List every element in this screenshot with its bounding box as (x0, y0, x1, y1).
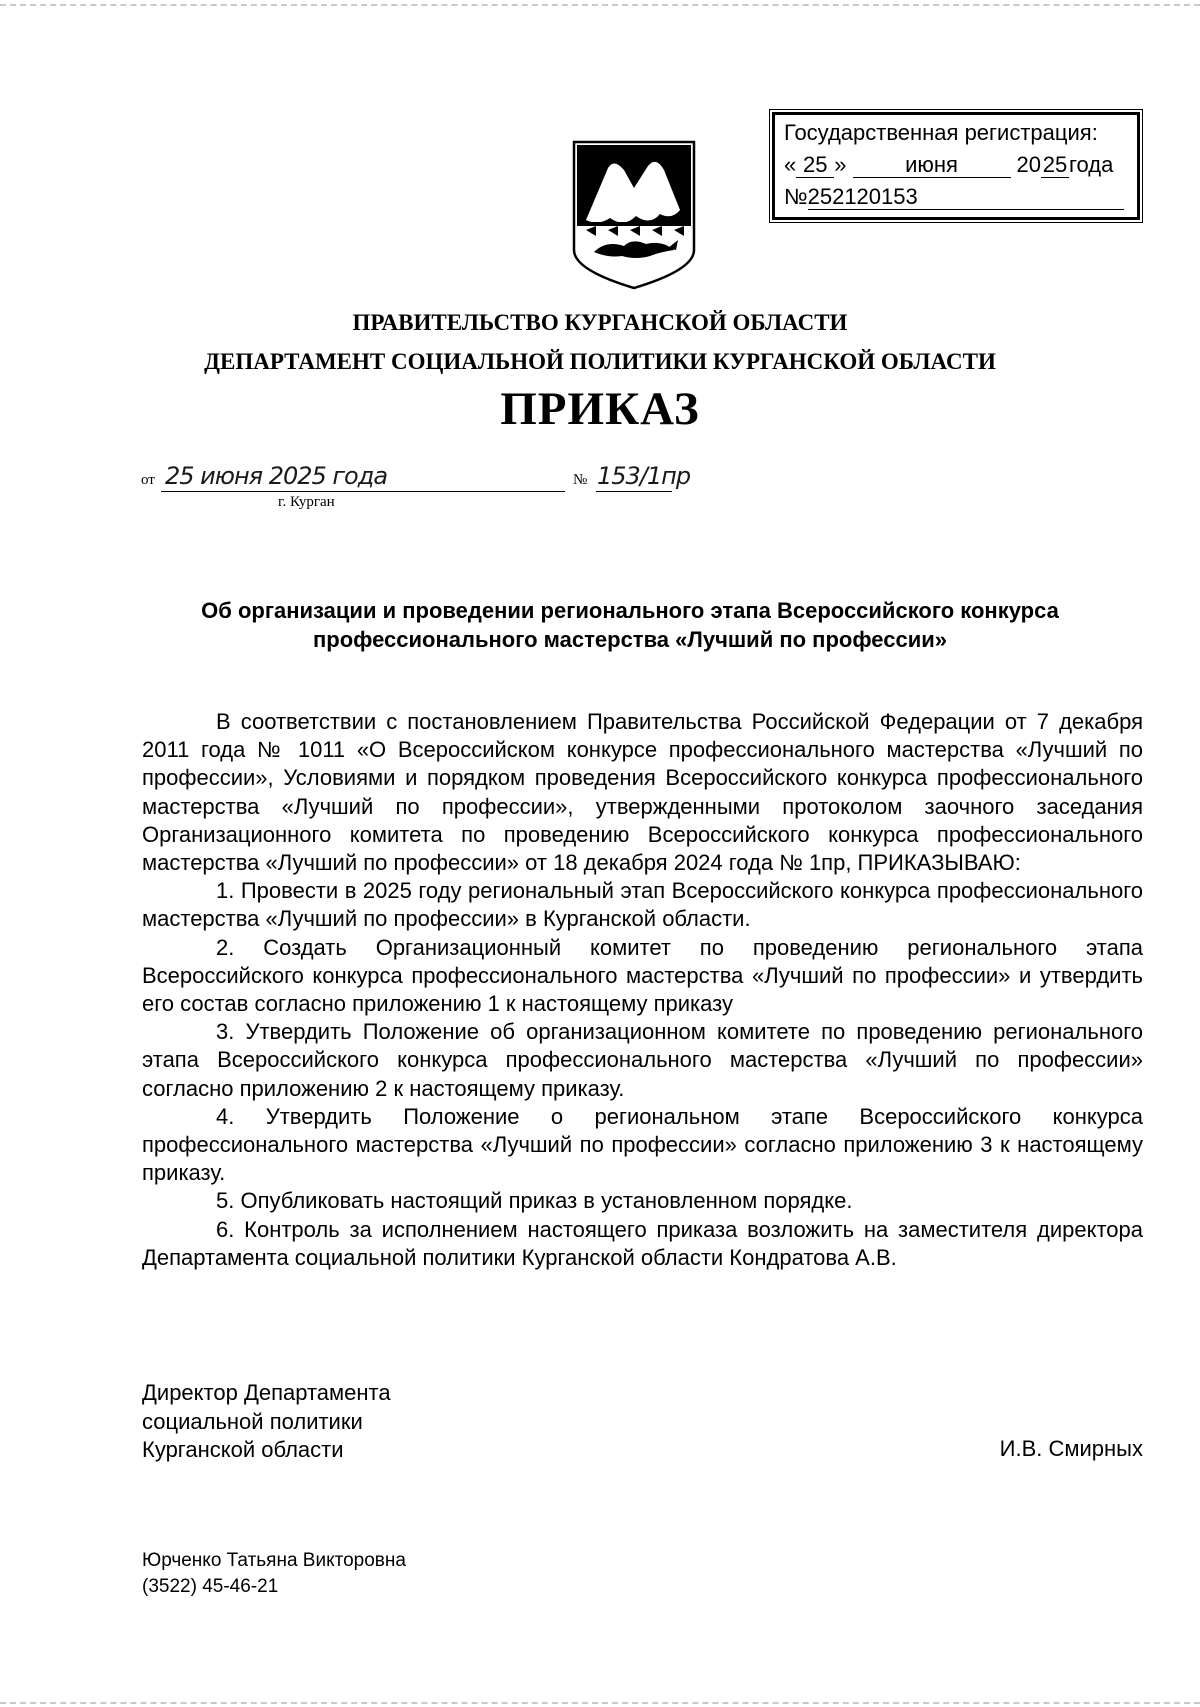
body-item-5: 5. Опубликовать настоящий приказ в установленном порядке. (216, 1188, 853, 1214)
order-date-underline (161, 491, 565, 492)
order-date-handwritten: 25 июня 2025 года (165, 462, 388, 490)
document-subject (150, 596, 1110, 654)
document-body (142, 708, 1143, 1272)
department-name: ДЕПАРТАМЕНТ СОЦИАЛЬНОЙ ПОЛИТИКИ КУРГАНСКОЙ ОБЛАСТИ (204, 349, 996, 374)
position-line-2: социальной политики (142, 1408, 363, 1434)
order-line (141, 462, 691, 510)
registration-year-suffix: 25 (1042, 152, 1068, 177)
registration-year-prefix: 20 (1016, 152, 1041, 177)
executor-phone: (3522) 45-46-21 (142, 1576, 279, 1597)
registration-number-label: № (784, 184, 808, 209)
registration-year-word: года (1068, 152, 1114, 177)
position-line-3: Курганской области (142, 1437, 344, 1462)
order-city: г. Курган (278, 494, 335, 510)
registration-number-line (784, 181, 1137, 213)
registration-stamp (772, 112, 1140, 220)
subject-line-1: Об организации и проведении регионального этапа Всероссийского конкурса (201, 598, 1059, 623)
body-item-1: 1. Провести в 2025 году региональный этап Всероссийского конкурса профессионального мастерства «Лучший по профессии» в Курганской области. (142, 878, 1143, 932)
registration-number: 252120153 (808, 185, 1124, 210)
registration-day: 25 (796, 153, 834, 178)
body-item-6: 6. Контроль за исполнением настоящего приказа возложить на заместителя директора Департамента социальной политики Курганской области Кондратова А.В. (142, 1216, 1143, 1270)
body-item-3: 3. Утвердить Положение об организационном комитете по проведению регионального этапа Всероссийского конкурса профессионального мастерства «Лучший по профессии» согласно приложению 2 к настоящему приказу. (142, 1019, 1143, 1101)
document-type: ПРИКАЗ (500, 383, 700, 435)
body-preamble: В соответствии с постановлением Правительства Российской Федерации от 7 декабря 2011 года № 1011 «О Всероссийском конкурсе профессионального мастерства «Лучший по профессии», Условиями и порядком проведения Всероссийского конкурса профессионального мастерства «Лучший по профессии», утвержденными протоколом заочного заседания Организационного комитета по проведению Всероссийского конкурса профессионального мастерства «Лучший по профессии» от 18 декабря 2024 года № 1пр, ПРИКАЗЫВАЮ: (142, 709, 1143, 876)
coat-of-arms-icon (572, 140, 696, 290)
registration-date (784, 149, 1137, 181)
scan-edge-bottom (0, 1702, 1200, 1704)
quote-open: « (784, 152, 797, 177)
government-name: ПРАВИТЕЛЬСТВО КУРГАНСКОЙ ОБЛАСТИ (352, 310, 848, 335)
scan-edge-top (0, 4, 1200, 6)
order-number-underline (596, 491, 672, 492)
executor-name: Юрченко Татьяна Викторовна (142, 1550, 406, 1571)
registration-header: Государственная регистрация: (784, 120, 1098, 145)
registration-month: июня (853, 153, 1011, 178)
subject-line-2: профессионального мастерства «Лучший по профессии» (312, 627, 947, 652)
order-number-label: № (573, 472, 588, 488)
quote-close: » (834, 152, 847, 177)
position-line-1: Директор Департамента (142, 1380, 391, 1405)
body-item-4: 4. Утвердить Положение о региональном этапе Всероссийского конкурса профессионального мастерства «Лучший по профессии» согласно приложению 3 к настоящему приказу. (142, 1103, 1143, 1186)
order-number-handwritten: 153/1пр (597, 462, 691, 490)
body-item-2: 2. Создать Организационный комитет по проведению регионального этапа Всероссийского конкурса профессионального мастерства «Лучший по профессии» и утвердить его состав согласно приложению 1 к настоящему приказу (142, 934, 1143, 1017)
signature-position (142, 1379, 391, 1465)
executor-contact (142, 1548, 406, 1600)
order-from-label: от (141, 472, 155, 488)
signer-name: И.В. Смирных (999, 1436, 1143, 1461)
